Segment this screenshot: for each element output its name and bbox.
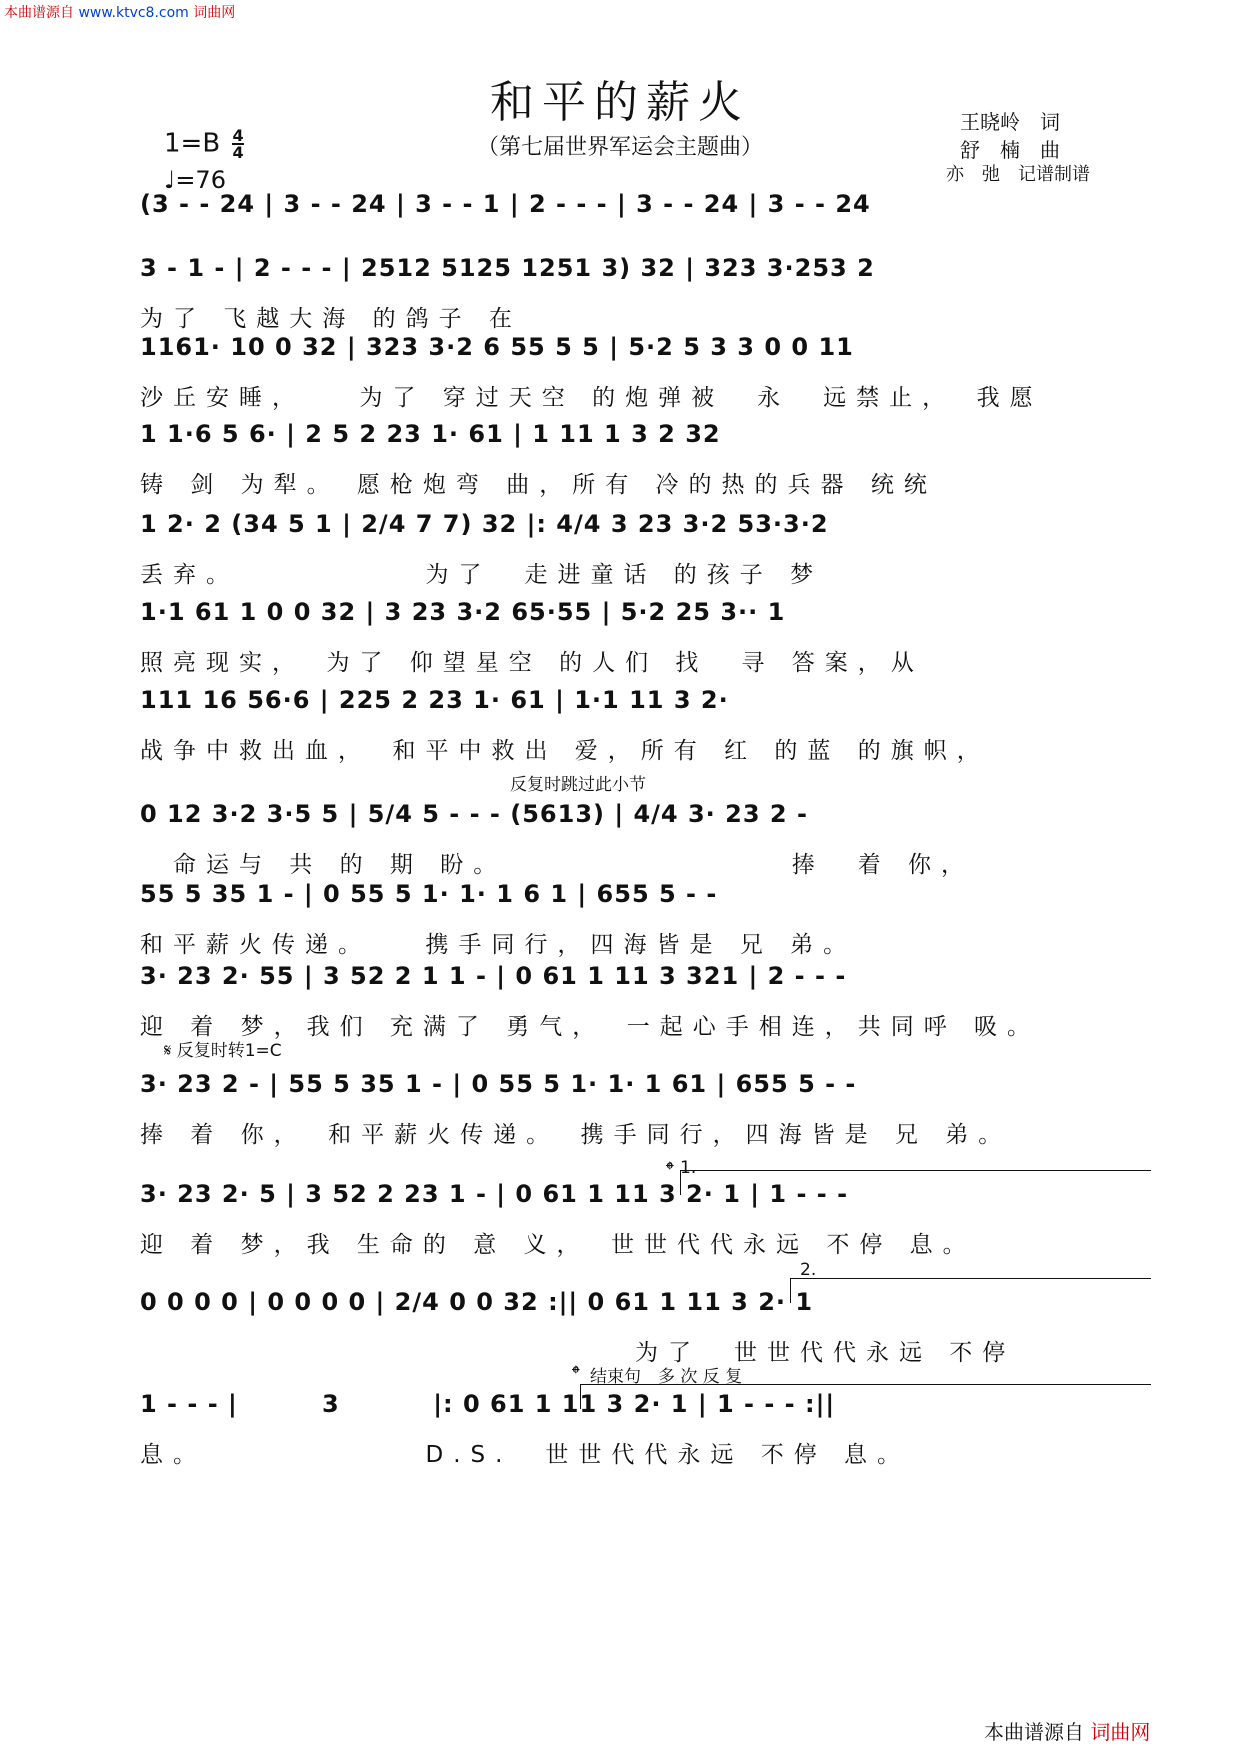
time-denominator: 4: [232, 143, 244, 162]
footer-brand: 词曲网: [1090, 1720, 1151, 1744]
score-annotation: 2.: [800, 1260, 817, 1280]
tempo-mark: ♩=76: [164, 166, 226, 194]
lyric-row: 息。 D.S. 世世代代永远 不停 息。: [140, 1442, 911, 1468]
lyric-row: 战争中救出血， 和平中救出 爱，所有 红 的蓝 的旗帜，: [140, 738, 990, 764]
score-annotation: 结束句 多 次 反 复: [590, 1367, 743, 1387]
notation-row: 55 5 35 1 - | 0 55 5 1· 1· 1 6 1 | 655 5 - -: [140, 880, 718, 908]
lyric-row: 命运与 共 的 期 盼。 捧 着 你，: [140, 852, 975, 878]
volta-bracket: [580, 1384, 1151, 1409]
notation-row: 3· 23 2 - | 55 5 35 1 - | 0 55 5 1· 1· 1 61 | 655 5 - -: [140, 1070, 857, 1098]
page-subtitle: （第七届世界军运会主题曲）: [476, 135, 763, 160]
composer-credit: 舒 楠 曲: [960, 138, 1060, 162]
notation-row: 1161· 10 0 32 | 323 3·2 6 55 5 5 | 5·2 5 3 3 0 0 11: [140, 333, 854, 361]
coda-mark: 𝄌: [572, 1362, 580, 1387]
notation-row: 3· 23 2· 5 | 3 52 2 23 1 - | 0 61 1 11 3 2· 1 | 1 - - -: [140, 1180, 849, 1208]
notation-row: 0 12 3·2 3·5 5 | 5/4 5 - - - (5613) | 4/4 3· 23 2 -: [140, 800, 808, 828]
lyric-row: 铸 剑 为犁。 愿枪炮弯 曲，所有 冷的热的兵器 统统: [140, 472, 937, 498]
notation-row: 3 - 1 - | 2 - - - | 2512 5125 1251 3) 32 | 323 3·253 2: [140, 254, 875, 282]
notation-row: 1 2· 2 (34 5 1 | 2/4 7 7) 32 |: 4/4 3 23 3·2 53·3·2: [140, 510, 829, 538]
page-title: 和平的薪火: [490, 77, 750, 128]
score-annotation: 𝄋 反复时转1=C: [164, 1041, 282, 1061]
volta-bracket: [790, 1278, 1151, 1303]
watermark-brand: 词曲网: [193, 5, 236, 21]
notation-row: 1·1 61 1 0 0 32 | 3 23 3·2 65·55 | 5·2 25 3·· 1: [140, 598, 786, 626]
notation-row: 1 - - - | 3 |: 0 61 1 11 3 2· 1 | 1 - - - :||: [140, 1390, 836, 1418]
lyric-row: 为了 世世代代永远 不停: [140, 1340, 1016, 1366]
footer-watermark: [984, 1716, 1150, 1745]
time-signature: [232, 128, 243, 160]
time-numerator: 4: [232, 126, 244, 145]
footer-site: 本曲谱源自: [984, 1720, 1084, 1744]
notation-row: 3· 23 2· 55 | 3 52 2 1 1 - | 0 61 1 11 3 321 | 2 - - -: [140, 962, 847, 990]
watermark-url: www.ktvc8.com: [78, 5, 189, 21]
notation-row: 111 16 56·6 | 225 2 23 1· 61 | 1·1 11 3 2·: [140, 686, 729, 714]
lyric-row: 丢弃。 为了 走进童话 的孩子 梦: [140, 562, 824, 588]
notation-row: 1 1·6 5 6· | 2 5 2 23 1· 61 | 1 11 1 3 2 32: [140, 420, 721, 448]
lyric-row: 迎 着 梦，我们 充满了 勇气， 一起心手相连，共同呼 吸。: [140, 1014, 1041, 1040]
lyric-row: 迎 着 梦，我 生命的 意 义， 世世代代永远 不停 息。: [140, 1232, 976, 1258]
score-annotation: 反复时跳过此小节: [510, 775, 646, 795]
key-label: 1=B: [164, 128, 221, 159]
transcriber-credit: 亦 弛 记谱制谱: [946, 164, 1090, 185]
lyric-row: 和平薪火传递。 携手同行，四海皆是 兄 弟。: [140, 932, 857, 958]
coda-mark: 𝄌: [666, 1158, 674, 1183]
lyric-row: 沙丘安睡， 为了 穿过天空 的炮弹被 永 远禁止， 我愿: [140, 385, 1043, 411]
volta-bracket: [680, 1170, 1151, 1195]
notation-row: 0 0 0 0 | 0 0 0 0 | 2/4 0 0 32 :|| 0 61 1 11 3 2· 1: [140, 1288, 814, 1316]
lyric-row: 为了 飞越大海 的鸽子 在: [140, 306, 522, 332]
notation-row: (3 - - 24 | 3 - - 24 | 3 - - 1 | 2 - - - | 3 - - 24 | 3 - - 24: [140, 190, 871, 218]
key-signature: [164, 128, 244, 160]
lyric-row: 捧 着 你， 和平薪火传递。 携手同行，四海皆是 兄 弟。: [140, 1122, 1012, 1148]
score-annotation: 1.: [680, 1158, 697, 1178]
watermark-site: 本曲谱源自: [4, 5, 74, 21]
lyricist-credit: 王晓岭 词: [960, 110, 1060, 134]
lyric-row: 照亮现实， 为了 仰望星空 的人们 找 寻 答案，从: [140, 650, 924, 676]
watermark-top: [4, 2, 235, 22]
